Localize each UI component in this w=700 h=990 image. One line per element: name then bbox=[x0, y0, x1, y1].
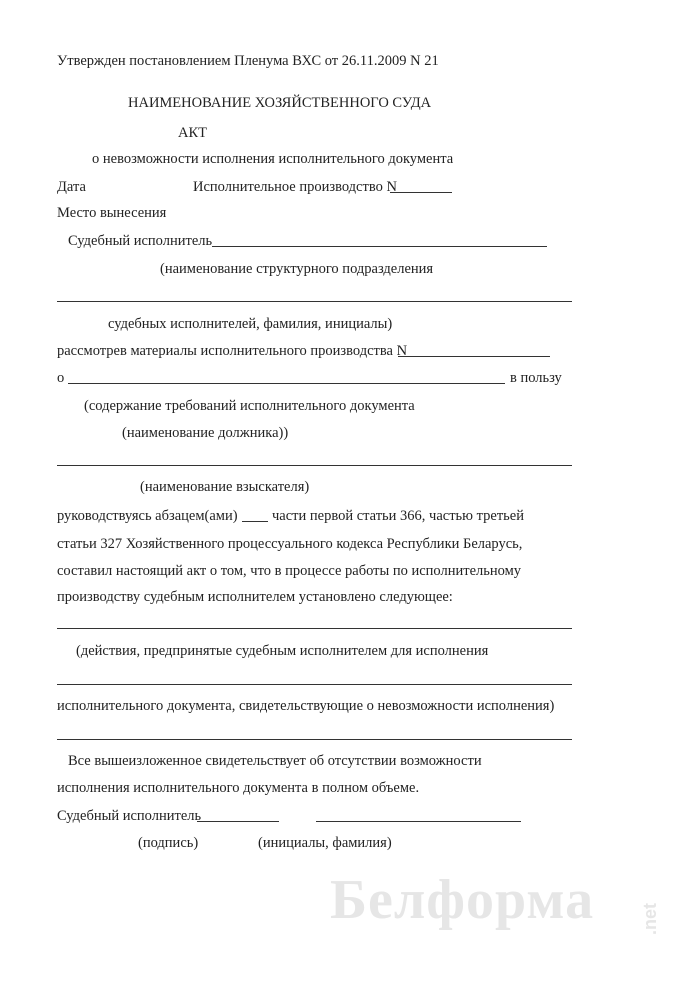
conclusion-line-2: исполнения исполнительного документа в полном объеме. bbox=[57, 780, 420, 796]
debtor-hint: (наименование должника)) bbox=[122, 425, 289, 441]
belforma-watermark: Белформа bbox=[330, 869, 595, 931]
claimant-hint: (наименование взыскателя) bbox=[140, 479, 310, 495]
belforma-watermark-suffix: .net bbox=[640, 902, 660, 935]
document-type: АКТ bbox=[178, 125, 207, 141]
body-line-1b: части первой статьи 366, частью третьей bbox=[272, 508, 524, 524]
bailiff-label: Судебный исполнитель bbox=[68, 233, 213, 249]
reviewed-line: рассмотрев материалы исполнительного производства N bbox=[57, 343, 408, 359]
about-prefix: о bbox=[57, 370, 65, 386]
body-line-4: производству судебным исполнителем установлено следующее: bbox=[57, 589, 453, 605]
bailiff-line-2 bbox=[57, 301, 572, 302]
bailiff-line bbox=[212, 246, 547, 247]
proceeding-label: Исполнительное производство N bbox=[193, 179, 397, 195]
requirements-line bbox=[68, 383, 505, 384]
place-label: Место вынесения bbox=[57, 205, 167, 221]
findings-line-1 bbox=[57, 628, 572, 629]
bailiff-hint-1: (наименование структурного подразделения bbox=[160, 261, 434, 277]
actions-hint-2: исполнительного документа, свидетельствующие о невозможности исполнения) bbox=[57, 698, 555, 714]
signature-hint: (подпись) bbox=[138, 835, 199, 851]
conclusion-line-1: Все вышеизложенное свидетельствует об отсутствии возможности bbox=[68, 753, 482, 769]
initials-hint: (инициалы, фамилия) bbox=[258, 835, 392, 851]
date-label: Дата bbox=[57, 179, 86, 195]
signature-line bbox=[197, 821, 279, 822]
claimant-line bbox=[57, 465, 572, 466]
bailiff-hint-2: судебных исполнителей, фамилия, инициалы) bbox=[108, 316, 393, 332]
document-subject: о невозможности исполнения исполнительного документа bbox=[92, 151, 454, 167]
signature-label: Судебный исполнитель bbox=[57, 808, 202, 824]
body-line-3: составил настоящий акт о том, что в процессе работы по исполнительному bbox=[57, 563, 522, 579]
findings-line-3 bbox=[57, 739, 572, 740]
approval-header: Утвержден постановлением Пленума ВХС от 26.11.2009 N 21 bbox=[57, 53, 439, 69]
body-line-1a: руководствуясь абзацем(ами) bbox=[57, 508, 238, 524]
court-name: НАИМЕНОВАНИЕ ХОЗЯЙСТВЕННОГО СУДА bbox=[128, 95, 432, 111]
paragraph-number-line bbox=[242, 521, 268, 522]
initials-line bbox=[316, 821, 521, 822]
body-line-2: статьи 327 Хозяйственного процессуального кодекса Республики Беларусь, bbox=[57, 536, 523, 552]
actions-hint-1: (действия, предпринятые судебным исполнителем для исполнения bbox=[76, 643, 489, 659]
reviewed-number-line bbox=[398, 356, 550, 357]
proceeding-number-line bbox=[390, 192, 452, 193]
requirements-hint: (содержание требований исполнительного документа bbox=[84, 398, 415, 414]
findings-line-2 bbox=[57, 684, 572, 685]
in-favor-label: в пользу bbox=[510, 370, 562, 386]
